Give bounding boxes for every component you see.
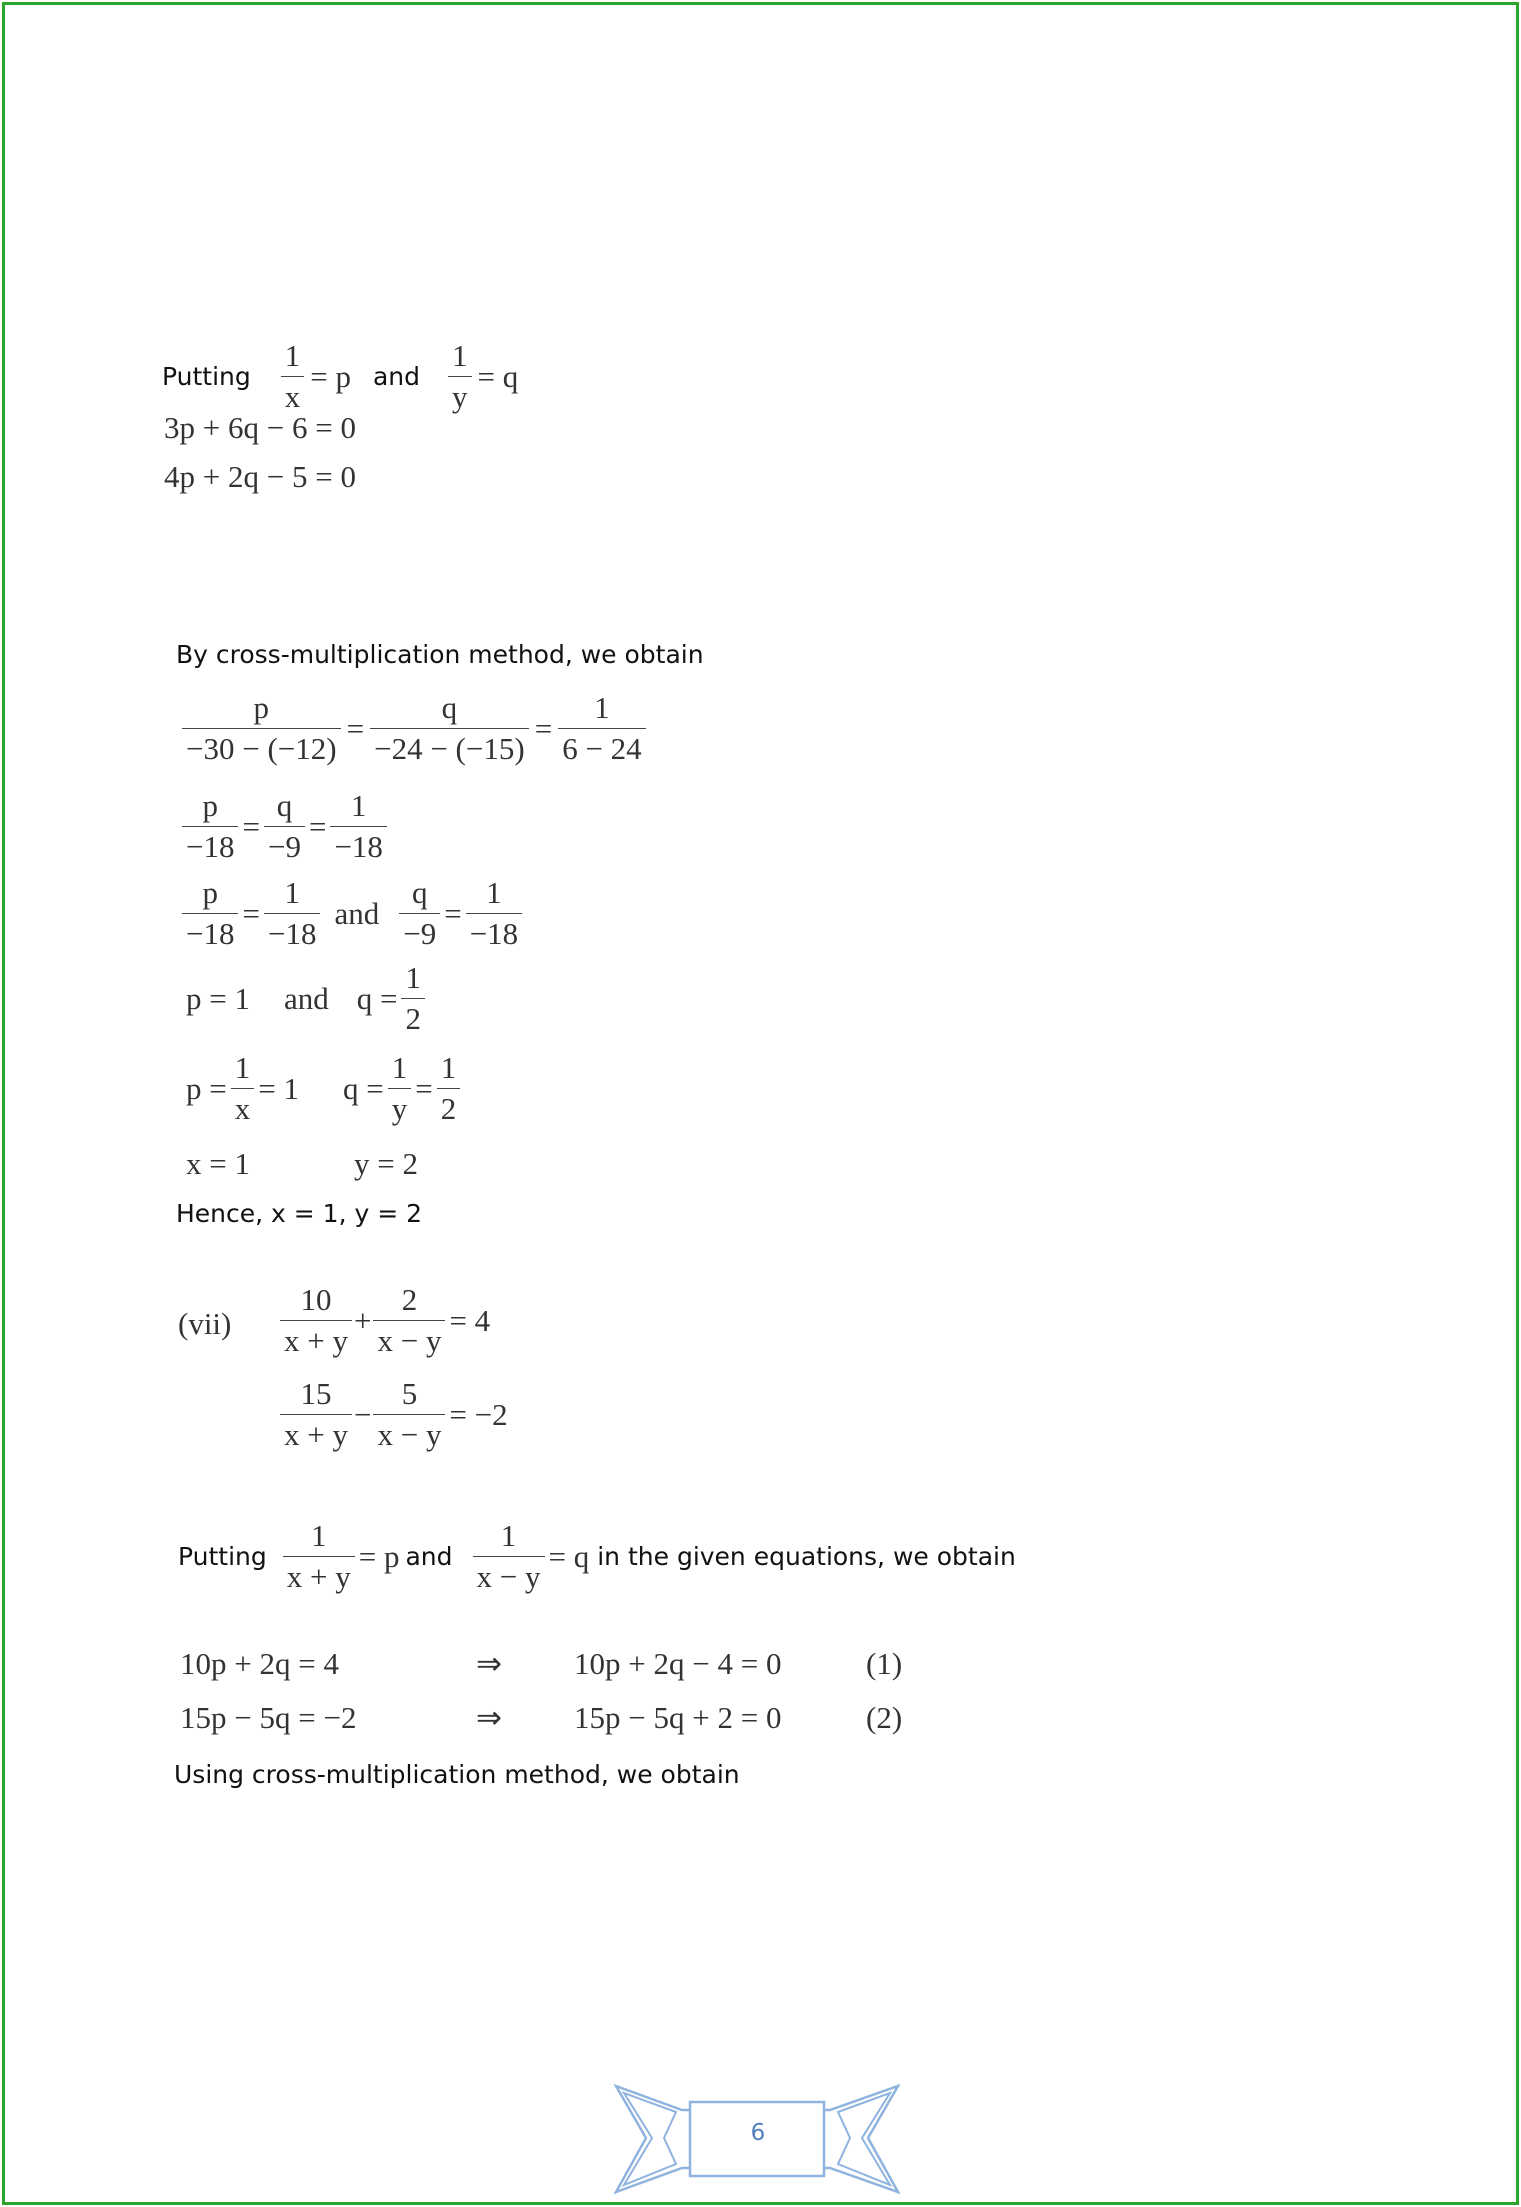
fraction-1-over-x bbox=[281, 340, 305, 413]
numerator: 1 bbox=[452, 338, 468, 373]
numerator: q bbox=[411, 875, 428, 910]
denominator: −18 bbox=[264, 913, 320, 951]
denominator: x bbox=[231, 1088, 255, 1126]
equals-4: = 4 bbox=[449, 1302, 491, 1338]
denominator: −18 bbox=[182, 913, 238, 951]
and-word: and bbox=[334, 895, 380, 931]
equals-sign: = bbox=[444, 895, 462, 931]
denominator: −18 bbox=[182, 826, 238, 864]
equation-row-1-left: 10p + 2q = 4 bbox=[180, 1646, 339, 1681]
q-equals: q = bbox=[356, 980, 398, 1016]
fraction bbox=[399, 877, 440, 950]
denominator: 2 bbox=[437, 1088, 461, 1126]
back-substitution-line bbox=[186, 1052, 460, 1125]
fraction bbox=[264, 877, 320, 950]
and-label: and bbox=[405, 1542, 453, 1572]
equals-sign: = bbox=[346, 710, 365, 746]
fraction bbox=[280, 1284, 352, 1357]
fraction bbox=[264, 790, 305, 863]
equation-4p-2q: 4p + 2q − 5 = 0 bbox=[164, 459, 356, 494]
denominator: x + y bbox=[280, 1414, 352, 1452]
numerator: 1 bbox=[234, 1050, 251, 1085]
putting-label: Putting bbox=[162, 362, 251, 392]
numerator: p bbox=[202, 788, 218, 823]
numerator: 1 bbox=[391, 1050, 408, 1085]
numerator: q bbox=[276, 788, 293, 823]
numerator: 1 bbox=[440, 1050, 457, 1085]
problem-equation-1 bbox=[280, 1284, 490, 1357]
page-number: 6 bbox=[750, 2120, 766, 2146]
numerator: 10 bbox=[300, 1282, 332, 1317]
fraction bbox=[182, 790, 238, 863]
cross-multiplication-outro: Using cross-multiplication method, we obtain bbox=[174, 1760, 740, 1789]
equals-sign: = bbox=[242, 895, 260, 931]
denominator: 6 − 24 bbox=[558, 728, 645, 766]
fraction bbox=[558, 692, 645, 765]
equation-tag-1: (1) bbox=[866, 1646, 903, 1681]
equals-p: = p bbox=[310, 358, 351, 394]
equals-1: = 1 bbox=[258, 1070, 299, 1106]
q-equals: q = bbox=[342, 1070, 384, 1106]
equation-3p-6q: 3p + 6q − 6 = 0 bbox=[164, 410, 356, 445]
fraction-one-half bbox=[437, 1052, 461, 1125]
denominator: x − y bbox=[373, 1320, 445, 1358]
denominator: −9 bbox=[399, 913, 440, 951]
plus-sign: + bbox=[353, 1302, 372, 1338]
fraction bbox=[373, 1284, 445, 1357]
denominator: x − y bbox=[373, 1414, 445, 1452]
numerator: 1 bbox=[500, 1518, 517, 1553]
substitution-line-vii bbox=[178, 1520, 1016, 1593]
denominator: −18 bbox=[330, 826, 386, 864]
ratio-line-2 bbox=[182, 790, 387, 863]
and-label: and bbox=[372, 362, 421, 392]
ratio-line-3 bbox=[182, 877, 522, 950]
denominator: x + y bbox=[283, 1556, 355, 1594]
hence-statement: Hence, x = 1, y = 2 bbox=[176, 1199, 423, 1228]
numerator: 1 bbox=[405, 960, 421, 995]
fraction bbox=[373, 1378, 445, 1451]
fraction bbox=[280, 1378, 352, 1451]
denominator: −9 bbox=[264, 826, 305, 864]
fraction bbox=[182, 692, 341, 765]
equals-sign: = bbox=[415, 1070, 433, 1106]
numerator: 15 bbox=[300, 1376, 332, 1411]
equals-minus-2: = −2 bbox=[449, 1396, 508, 1432]
numerator: 2 bbox=[401, 1282, 418, 1317]
and-word: and bbox=[283, 980, 329, 1016]
fraction-1-over-x bbox=[231, 1052, 255, 1125]
numerator: 1 bbox=[594, 690, 610, 725]
fraction bbox=[182, 877, 238, 950]
numerator: 1 bbox=[284, 875, 300, 910]
ratio-line-1 bbox=[182, 692, 646, 765]
denominator: x bbox=[281, 376, 305, 414]
equals-q: = q bbox=[548, 1538, 590, 1574]
fraction-1-over-y bbox=[448, 340, 472, 413]
p-equals-1: p = 1 bbox=[186, 980, 250, 1016]
y-equals-2: y = 2 bbox=[354, 1146, 418, 1181]
fraction bbox=[466, 877, 522, 950]
implies-arrow: ⇒ bbox=[476, 1700, 502, 1735]
equals-sign: = bbox=[308, 808, 327, 844]
problem-equation-2 bbox=[280, 1378, 508, 1451]
substitution-tail: in the given equations, we obtain bbox=[597, 1542, 1016, 1572]
equals-sign: = bbox=[242, 808, 260, 844]
numerator: p bbox=[253, 690, 270, 725]
equals-sign: = bbox=[534, 710, 553, 746]
fraction-1-over-x-minus-y bbox=[473, 1520, 545, 1593]
equals-p: = p bbox=[358, 1538, 400, 1574]
fraction bbox=[330, 790, 386, 863]
substitution-line bbox=[162, 340, 518, 413]
numerator: 1 bbox=[284, 338, 301, 373]
equals-q: = q bbox=[477, 358, 519, 394]
denominator: x + y bbox=[280, 1320, 352, 1358]
denominator: 2 bbox=[401, 998, 425, 1036]
denominator: −18 bbox=[466, 913, 522, 951]
fraction-1-over-y bbox=[388, 1052, 412, 1125]
implies-arrow: ⇒ bbox=[476, 1646, 502, 1681]
denominator: −30 − (−12) bbox=[182, 728, 341, 766]
denominator: x − y bbox=[473, 1556, 545, 1594]
denominator: y bbox=[448, 376, 472, 414]
p-equals: p = bbox=[186, 1070, 227, 1106]
numerator: 1 bbox=[486, 875, 502, 910]
numerator: 1 bbox=[350, 788, 367, 823]
putting-label: Putting bbox=[178, 1542, 267, 1572]
fraction-one-half bbox=[401, 962, 425, 1035]
equation-row-1-right: 10p + 2q − 4 = 0 bbox=[574, 1646, 782, 1681]
problem-label-vii: (vii) bbox=[178, 1306, 232, 1341]
denominator: −24 − (−15) bbox=[370, 728, 529, 766]
numerator: 1 bbox=[310, 1518, 327, 1553]
fraction bbox=[370, 692, 529, 765]
fraction-1-over-x-plus-y bbox=[283, 1520, 355, 1593]
cross-multiplication-intro: By cross-multiplication method, we obtain bbox=[176, 640, 704, 669]
numerator: 5 bbox=[401, 1376, 418, 1411]
numerator: p bbox=[202, 875, 218, 910]
equation-tag-2: (2) bbox=[866, 1700, 903, 1735]
solution-line-p-q bbox=[186, 962, 425, 1035]
equation-row-2-right: 15p − 5q + 2 = 0 bbox=[574, 1700, 782, 1735]
equation-row-2-left: 15p − 5q = −2 bbox=[180, 1700, 357, 1735]
numerator: q bbox=[441, 690, 458, 725]
x-equals-1: x = 1 bbox=[186, 1146, 250, 1181]
denominator: y bbox=[388, 1088, 412, 1126]
minus-sign: − bbox=[353, 1396, 372, 1432]
